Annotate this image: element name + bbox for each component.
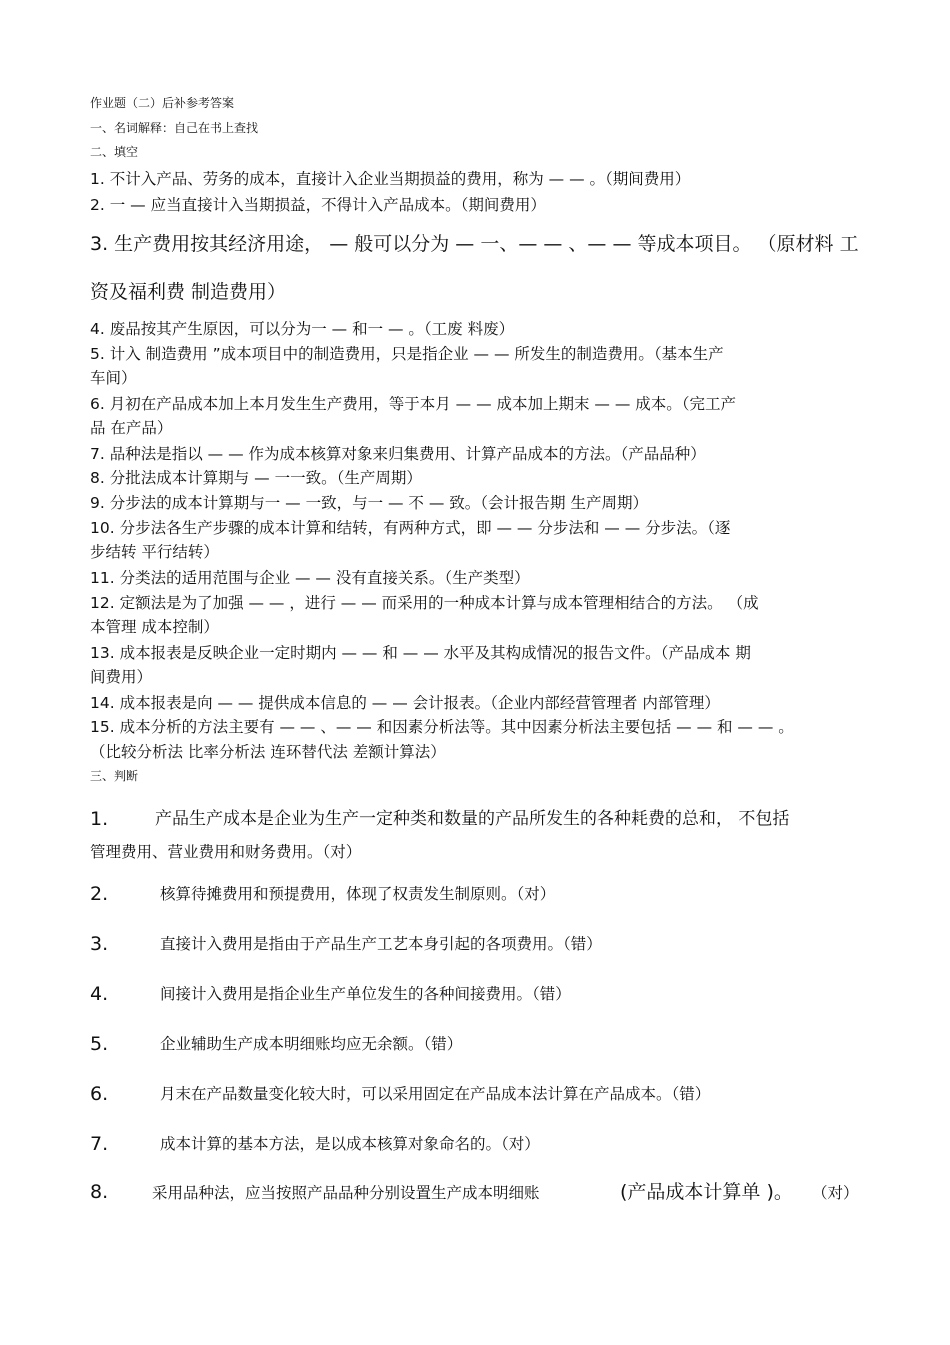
fill-item-5: 5. 计入 制造费用 ”成本项目中的制造费用，只是指企业 — — 所发生的制造费用。（基本生产 [90,345,724,363]
judge-5-number: 5. [90,1033,109,1055]
judge-8-answer: （对） [812,1184,859,1202]
fill-item-9: 9. 分步法的成本计算期与一 — 一致，与一 — 不 — 致。（会计报告期 生产周期） [90,494,648,512]
fill-item-3-cont: 资及福利费 制造费用） [90,281,287,303]
judge-4-number: 4. [90,983,109,1005]
judge-5-text: 企业辅助生产成本明细账均应无余额。（错） [160,1035,463,1053]
fill-item-7: 7. 品种法是指以 — — 作为成本核算对象来归集费用、计算产品成本的方法。（产品品种） [90,445,706,463]
judge-7-number: 7. [90,1133,109,1155]
fill-item-11: 11. 分类法的适用范围与企业 — — 没有直接关系。（生产类型） [90,569,530,587]
fill-item-12: 12. 定额法是为了加强 — — ，进行 — — 而采用的一种成本计算与成本管理相结合的方法。 （成 [90,594,759,612]
fill-item-1: 1. 不计入产品、劳务的成本，直接计入企业当期损益的费用，称为 — — 。（期间费用） [90,170,691,188]
section-3-heading: 三、判断 [90,769,139,783]
fill-item-5-cont: 车间） [90,369,137,387]
fill-item-14: 14. 成本报表是向 — — 提供成本信息的 — — 会计报表。（企业内部经营管理者 内部管理） [90,694,720,712]
fill-item-6: 6. 月初在产品成本加上本月发生生产费用，等于本月 — — 成本加上期末 — — 成本。（完工产 [90,395,737,413]
judge-1-cont: 管理费用、营业费用和财务费用。（对） [90,843,362,861]
fill-item-13-cont: 间费用） [90,668,153,686]
fill-item-10-cont: 步结转 平行结转） [90,543,219,561]
doc-title: 作业题（二）后补参考答案 [90,96,235,110]
judge-1-number: 1. [90,808,109,830]
judge-3-text: 直接计入费用是指由于产品生产工艺本身引起的各项费用。（错） [160,935,602,953]
judge-4-text: 间接计入费用是指企业生产单位发生的各种间接费用。（错） [160,985,571,1003]
judge-2-number: 2. [90,883,109,905]
judge-7-text: 成本计算的基本方法，是以成本核算对象命名的。（对） [160,1135,540,1153]
fill-item-12-cont: 本管理 成本控制） [90,618,219,636]
fill-item-15: 15. 成本分析的方法主要有 — — 、— — 和因素分析法等。其中因素分析法主要包括 — — 和 — — 。 [90,718,794,736]
fill-item-3: 3. 生产费用按其经济用途， — 般可以分为 — 一、— — 、— — 等成本项目。 （原材料 工 [90,233,859,255]
fill-item-13: 13. 成本报表是反映企业一定时期内 — — 和 — — 水平及其构成情况的报告文件。（产品成本 期 [90,644,751,662]
fill-item-10: 10. 分步法各生产步骤的成本计算和结转，有两种方式，即 — — 分步法和 — — 分步法。（逐 [90,519,731,537]
judge-6-text: 月末在产品数量变化较大时，可以采用固定在产品成本法计算在产品成本。（错） [160,1085,711,1103]
judge-3-number: 3. [90,933,109,955]
fill-item-8: 8. 分批法成本计算期与 — 一一致。（生产周期） [90,469,422,487]
fill-item-2: 2. 一 — 应当直接计入当期损益，不得计入产品成本。（期间费用） [90,196,546,214]
fill-item-4: 4. 废品按其产生原因，可以分为一 — 和一 — 。（工废 料废） [90,320,515,338]
judge-8-tail: (产品成本计算单 )。 [620,1181,793,1203]
judge-8-number: 8. [90,1181,109,1203]
section-1-heading: 一、名词解释：自己在书上查找 [90,121,259,135]
fill-item-15-cont: （比较分析法 比率分析法 连环替代法 差额计算法） [90,743,446,761]
judge-1-text: 产品生产成本是企业为生产一定种类和数量的产品所发生的各种耗费的总和， 不包括 [155,809,790,829]
judge-2-text: 核算待摊费用和预提费用，体现了权责发生制原则。（对） [160,885,556,903]
judge-8-text: 采用品种法，应当按照产品品种分别设置生产成本明细账 [152,1184,540,1202]
section-2-heading: 二、填空 [90,145,139,159]
judge-6-number: 6. [90,1083,109,1105]
fill-item-6-cont: 品 在产品） [90,419,173,437]
